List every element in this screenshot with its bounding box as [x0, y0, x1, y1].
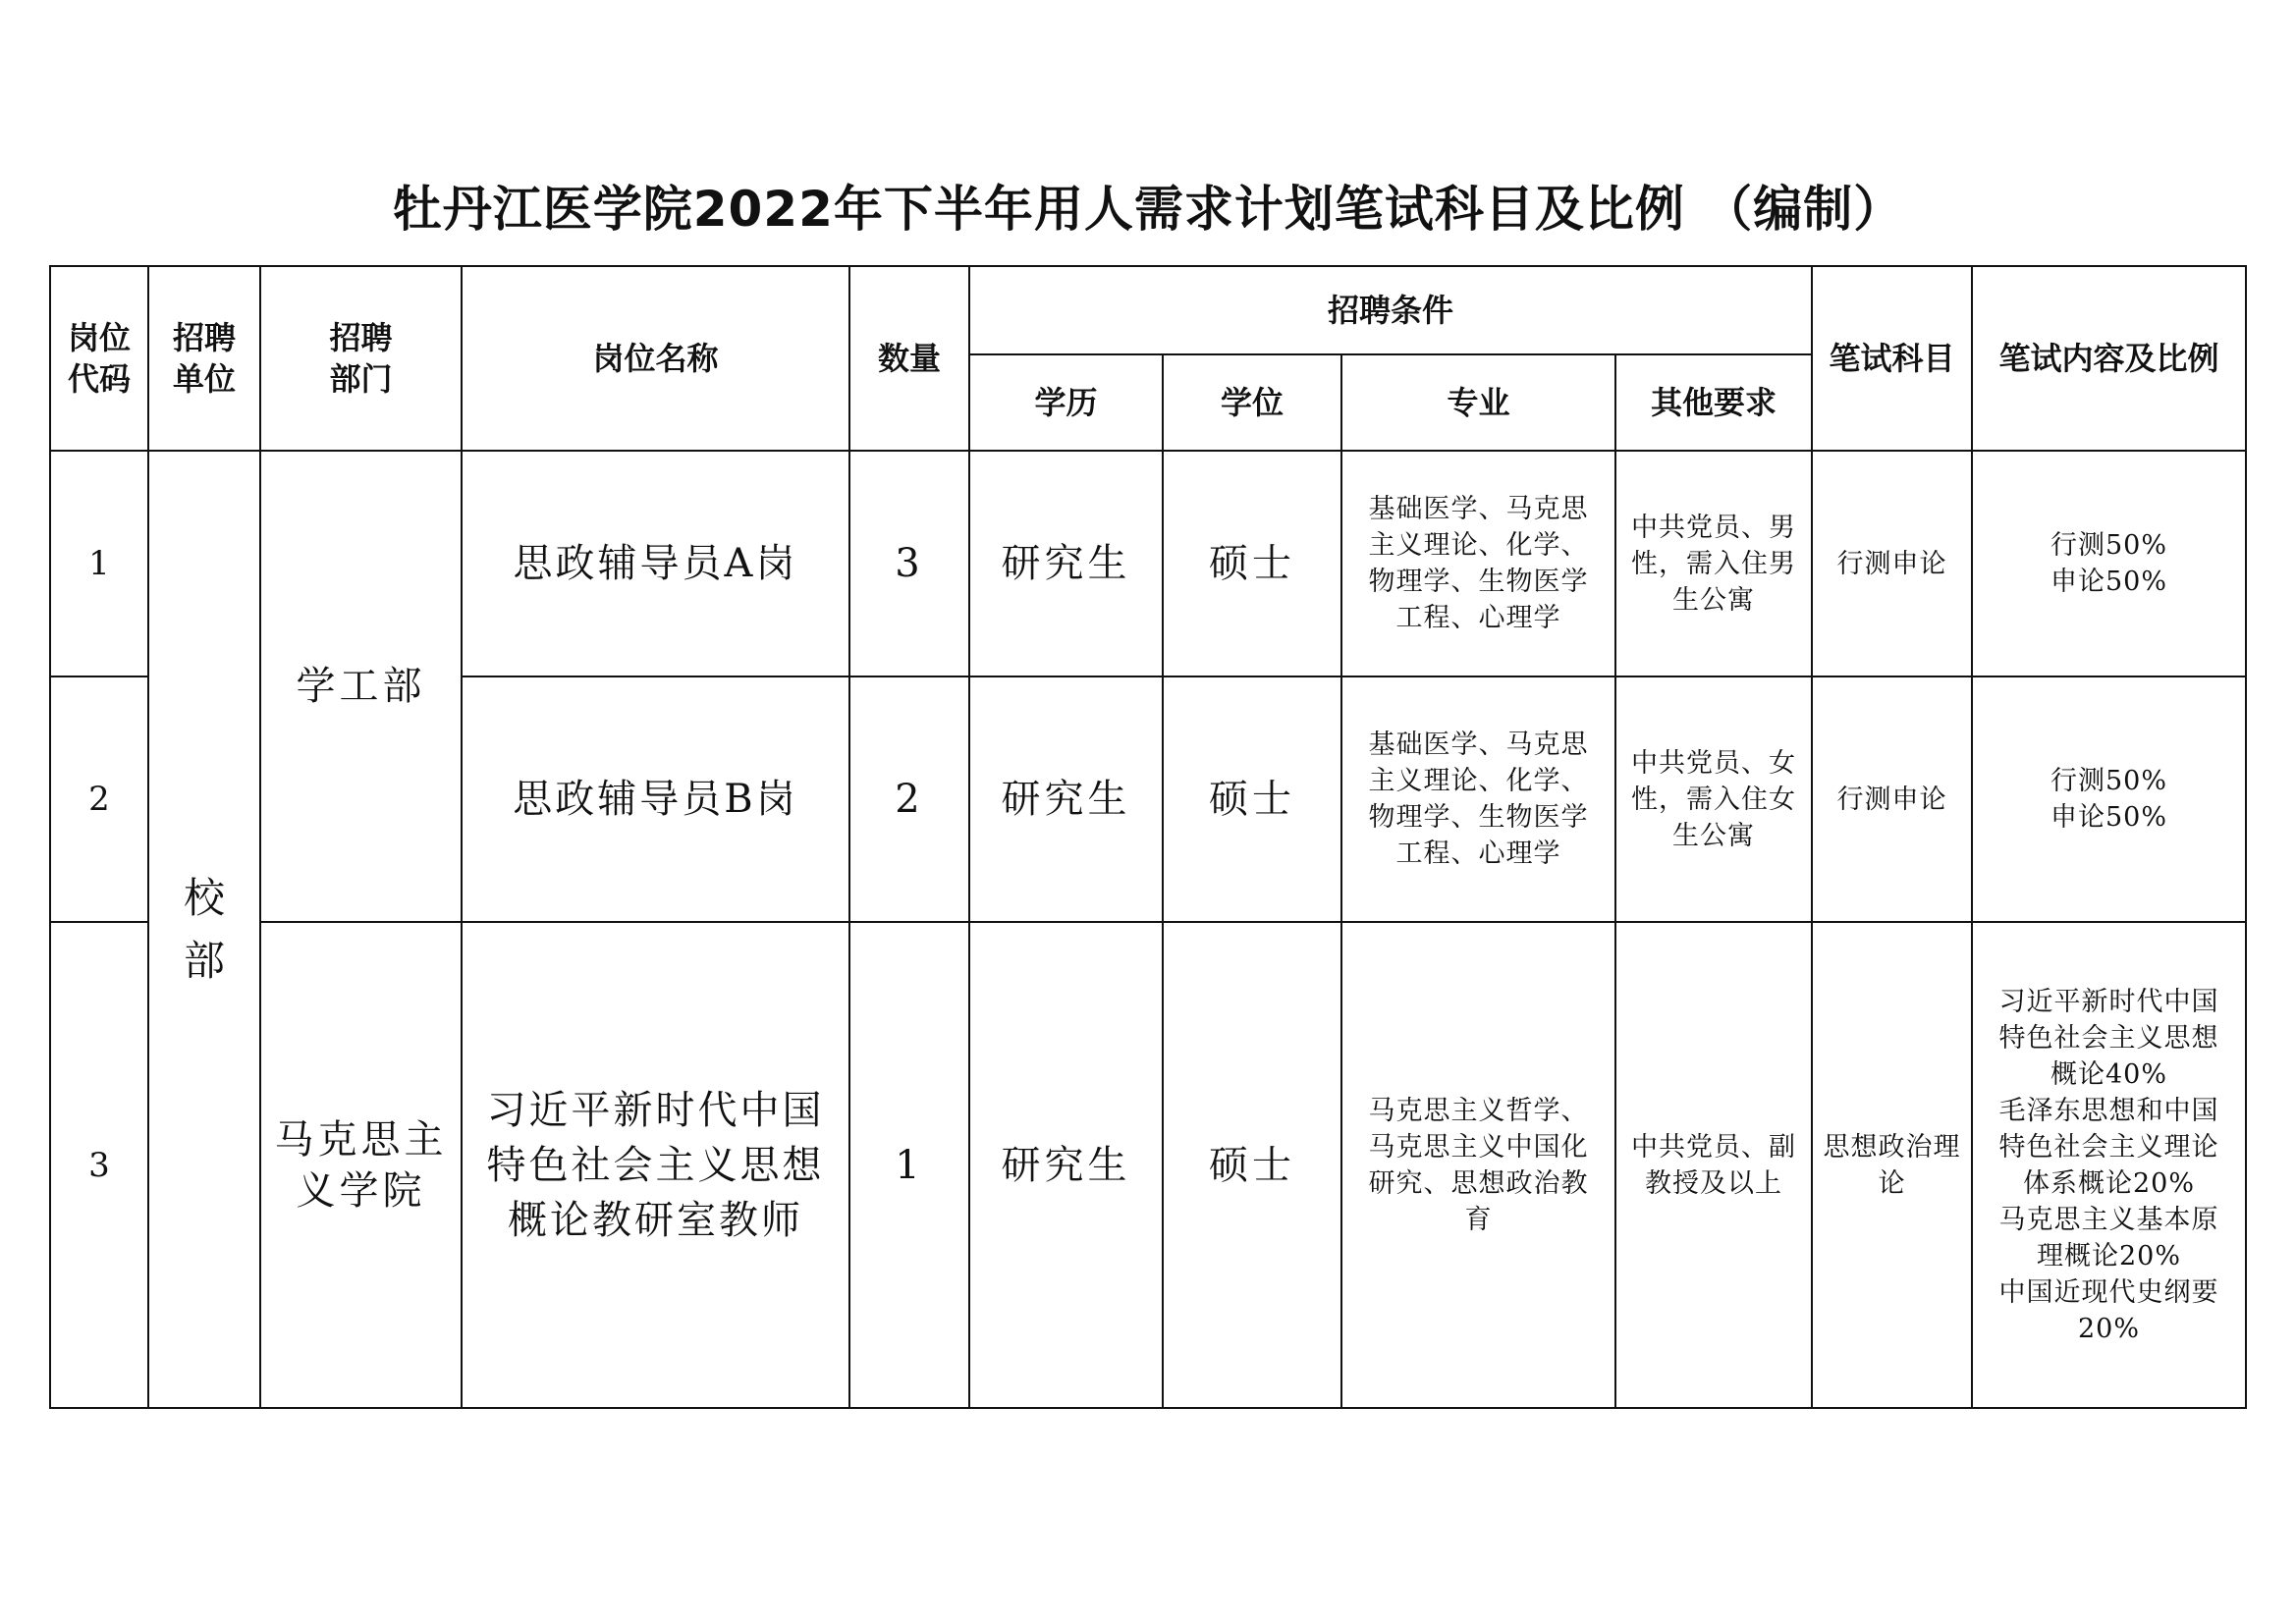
row-education: 研究生	[969, 676, 1163, 922]
row-exam-subject: 行测申论	[1812, 451, 1972, 676]
row-other: 中共党员、男 性，需入住男 生公寓	[1615, 451, 1812, 676]
row-exam-subject: 行测申论	[1812, 676, 1972, 922]
header-position: 岗位名称	[462, 266, 849, 451]
row-quantity: 1	[849, 922, 969, 1408]
row-major: 基础医学、马克思 主义理论、化学、 物理学、生物医学 工程、心理学	[1341, 676, 1615, 922]
row-position: 思政辅导员B岗	[462, 676, 849, 922]
row-other: 中共党员、女 性，需入住女 生公寓	[1615, 676, 1812, 922]
header-other: 其他要求	[1615, 354, 1812, 451]
row-exam-subject: 思想政治理 论	[1812, 922, 1972, 1408]
header-degree: 学位	[1163, 354, 1341, 451]
row-quantity: 2	[849, 676, 969, 922]
row-degree: 硕士	[1163, 676, 1341, 922]
header-exam-subject: 笔试科目	[1812, 266, 1972, 451]
dept-makesi: 马克思主 义学院	[260, 922, 462, 1408]
table-row	[50, 922, 2246, 1408]
row-education: 研究生	[969, 451, 1163, 676]
row-position: 习近平新时代中国 特色社会主义思想 概论教研室教师	[462, 922, 849, 1408]
row-exam-content: 习近平新时代中国 特色社会主义思想 概论40% 毛泽东思想和中国 特色社会主义理论 体系概论20% 马克思主义基本原 理概论20% 中国近现代史纲要 20%	[1972, 922, 2246, 1408]
table-row	[50, 451, 2246, 676]
unit-name: 校 部	[148, 451, 260, 1408]
header-unit: 招聘 单位	[148, 266, 260, 451]
row-degree: 硕士	[1163, 451, 1341, 676]
recruitment-plan-table	[49, 265, 2247, 1409]
row-quantity: 3	[849, 451, 969, 676]
row-code: 3	[50, 922, 148, 1408]
row-exam-content: 行测50% 申论50%	[1972, 676, 2246, 922]
row-major: 马克思主义哲学、 马克思主义中国化 研究、思想政治教 育	[1341, 922, 1615, 1408]
header-conditions: 招聘条件	[969, 266, 1812, 354]
header-major: 专业	[1341, 354, 1615, 451]
header-dept: 招聘 部门	[260, 266, 462, 451]
row-degree: 硕士	[1163, 922, 1341, 1408]
row-other: 中共党员、副 教授及以上	[1615, 922, 1812, 1408]
header-code: 岗位 代码	[50, 266, 148, 451]
row-code: 2	[50, 676, 148, 922]
page-title: 牡丹江医学院2022年下半年用人需求计划笔试科目及比例 （编制）	[392, 181, 1904, 238]
header-row-1	[50, 266, 2246, 354]
row-education: 研究生	[969, 922, 1163, 1408]
header-education: 学历	[969, 354, 1163, 451]
row-position: 思政辅导员A岗	[462, 451, 849, 676]
row-major: 基础医学、马克思 主义理论、化学、 物理学、生物医学 工程、心理学	[1341, 451, 1615, 676]
dept-xuegong: 学工部	[260, 451, 462, 922]
row-code: 1	[50, 451, 148, 676]
header-quantity: 数量	[849, 266, 969, 451]
header-exam-content: 笔试内容及比例	[1972, 266, 2246, 451]
row-exam-content: 行测50% 申论50%	[1972, 451, 2246, 676]
